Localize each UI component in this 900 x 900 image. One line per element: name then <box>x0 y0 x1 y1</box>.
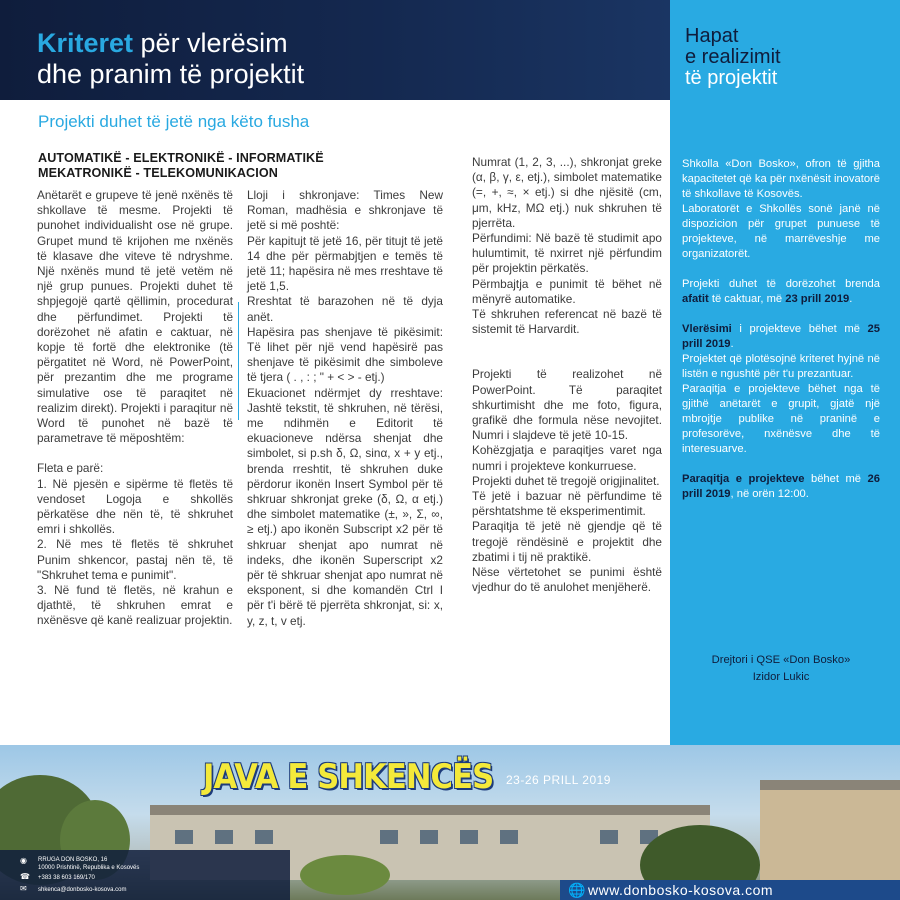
phone-number: +383 38 603 169/170 <box>38 875 95 881</box>
sidebar-paragraph: Projektet që plotësojnë kriteret hyjnë në listën e ngushtë për t'u prezantuar. <box>682 353 880 380</box>
email-address[interactable]: shkenca@donbosko-kosova.com <box>38 887 127 893</box>
page-title <box>37 28 304 90</box>
page-title-accent: Kriteret <box>37 28 134 58</box>
globe-icon: 🌐 <box>568 882 586 898</box>
sidebar-paragraph: Paraqitja e projekteve bëhet nga të gjithë anëtarët e grupit, gjatë një mbrojtje publike në praninë e profesorëve, nxënësve dhe të interesuarve. <box>682 383 880 455</box>
banner-dates: 23-26 PRILL 2019 <box>506 773 611 787</box>
sidebar-evaluation-paragraph <box>682 322 880 352</box>
banner-title: JAVA E SHKENCËS <box>203 757 494 797</box>
sidebar-paragraph: Laboratorët e Shkollës sonë janë në dispozicion për grupet punuese të projekteve, në marrëveshje me organizatorët. <box>682 203 880 260</box>
window-graphic <box>420 830 438 844</box>
text-span: . <box>849 293 853 305</box>
sidebar-paragraph: Shkolla «Don Bosko», ofron të gjitha kapacitetet që ka për nxënësit inovatorë të shkollave të Kosovës. <box>682 158 880 200</box>
paragraph: 3. Në fund të fletës, në krahun e djathtë, të shkruhen emrat e nxënësve që kanë realizuar projektin. <box>37 583 233 628</box>
website-link[interactable]: www.donbosko-kosova.com <box>588 882 774 898</box>
email-icon: ✉ <box>20 884 27 893</box>
sidebar-title <box>685 26 781 89</box>
paragraph: Anëtarët e grupeve të jenë nxënës të shkollave të mesme. Projekti të punohet individualisht ose në grupe. Grupet mund të krijohen me nxënës të klasave dhe viteve të ndryshme. Një nxënës mund të jetë vetëm në një grup punues. Projekti duhet të shpjegojë qartë qëllimin, procedurat dhe përfundimet. Projekti të dorëzohet në afatin e caktuar, në kopje të fortë dhe elektronike (të përgatitet në Word, në PowerPoint, për prezantim dhe me programe simulative ose të paraqitet në realizim direkt). Projekti i paraqitur në Word të punohet në bazë të parametrave të mëposhtëm: <box>37 188 233 446</box>
highlight: afatit <box>682 293 709 305</box>
fields-line: MEKATRONIKË - TELEKOMUNIKACION <box>38 166 278 180</box>
signature-block <box>682 652 880 686</box>
text-column-2 <box>247 188 443 629</box>
signature-name: Izidor Lukic <box>752 671 810 683</box>
sidebar-title-line1: Hapat <box>685 25 739 47</box>
building-graphic <box>760 790 900 880</box>
paragraph: Rreshtat të barazohen në të dyja anët. <box>247 294 443 324</box>
text-span: bëhet më <box>804 473 868 485</box>
sidebar-title-line2: e realizimit <box>685 46 781 68</box>
highlight: 26 prill 2019 <box>682 473 880 500</box>
paragraph: Për kapitujt të jetë 16, për titujt të jetë 14 dhe për përmabjtjen e temës të jetë 11; hapësira në mes rreshtave të jetë 1,5. <box>247 233 443 294</box>
page-title-line2: dhe pranim të projektit <box>37 59 305 89</box>
highlight: Vlerësimi <box>682 323 732 335</box>
roof-graphic <box>760 780 900 790</box>
paragraph: Kohëzgjatja e paraqitjes varet nga numri i projekteve konkurruese. <box>472 443 662 473</box>
roof-graphic <box>150 805 710 815</box>
website-bar <box>560 880 900 900</box>
paragraph: Përmbajtja e punimit të bëhet në mënyrë automatike. <box>472 276 662 306</box>
text-span: të caktuar, më <box>708 293 786 305</box>
tree-graphic <box>300 855 390 895</box>
paragraph: Hapësira pas shenjave të pikësimit: Të lihet për një vend hapësirë pas shenjave të pikësimit dhe simboleve të tjera ( . , : ; " + < > - etj.) <box>247 324 443 385</box>
location-pin-icon: ◉ <box>20 856 27 865</box>
paragraph: Paraqitja të jetë në gjendje që të tregojë rëndësinë e projektit dhe zbatimi i tij në praktikë. <box>472 519 662 564</box>
highlight: 23 prill 2019 <box>785 293 850 305</box>
sidebar-title-line3: të projektit <box>685 67 778 89</box>
paragraph: Projekti duhet të tregojë origjinalitet. <box>472 473 660 488</box>
paragraph: 1. Në pjesën e sipërme të fletës të vendoset Logoja e shkollës përkatëse dhe nën të, të shkruhet emri i shkollës. <box>37 476 233 537</box>
sidebar-body <box>682 157 880 502</box>
sidebar-panel <box>670 0 900 745</box>
paragraph: Nëse vërtetohet se punimi është vjedhur do të anulohet menjëherë. <box>472 565 662 595</box>
text-span: , në orën 12:00. <box>730 488 809 500</box>
window-graphic <box>600 830 618 844</box>
fields-list <box>38 151 458 181</box>
window-graphic <box>175 830 193 844</box>
signature-title: Drejtori i QSE «Don Bosko» <box>711 654 851 666</box>
window-graphic <box>500 830 518 844</box>
footer-banner <box>0 745 900 900</box>
fields-line: AUTOMATIKË - ELEKTRONIKË - INFORMATIKË <box>38 151 324 165</box>
section-heading: Projekti duhet të jetë nga këto fusha <box>38 112 310 131</box>
highlight: Paraqitja e projekteve <box>682 473 805 485</box>
address-line-2: 10000 Prishtinë, Republika e Kosovës <box>38 865 140 871</box>
highlight: 25 prill 2019 <box>682 323 880 350</box>
sidebar-presentation-paragraph <box>682 472 880 502</box>
paragraph: Fleta e parë: <box>37 461 104 476</box>
window-graphic <box>215 830 233 844</box>
contact-box <box>0 850 290 900</box>
window-graphic <box>380 830 398 844</box>
paragraph: 2. Në mes të fletës të shkruhet Punim shkencor, pastaj nën të, të "Shkruhet tema e punimit". <box>37 537 233 582</box>
sidebar-deadline-paragraph <box>682 277 880 307</box>
window-graphic <box>460 830 478 844</box>
paragraph: Përfundimi: Në bazë të studimit apo hulumtimit, të nxirret një përfundim për projektin përkatës. <box>472 231 662 276</box>
header-bar <box>0 0 670 100</box>
paragraph: Të shkruhen referencat në bazë të sistemit të Harvardit. <box>472 307 662 337</box>
paragraph: Projekti të realizohet në PowerPoint. Të paraqitet shkurtimisht dhe me foto, figura, grafikë dhe formula nëse nevojitet. Numri i slajdeve të jetë 10-15. <box>472 367 662 443</box>
window-graphic <box>255 830 273 844</box>
paragraph: Të jetë i bazuar në përfundime të përshtatshme të eksperimentimit. <box>472 489 662 519</box>
page-title-line1: për vlerësim <box>133 28 288 58</box>
text-span: Projekti duhet të dorëzohet brenda <box>682 278 880 290</box>
text-span: i projekteve bëhet më <box>731 323 868 335</box>
text-span: . <box>730 338 734 350</box>
phone-icon: ☎ <box>20 872 30 881</box>
column-divider <box>238 302 239 420</box>
text-column-1 <box>37 188 233 629</box>
text-column-3 <box>472 155 662 595</box>
paragraph: Numrat (1, 2, 3, ...), shkronjat greke (α, β, γ, ε, etj.), simbolet matematike (=, +, ≈, × etj.) si dhe njësitë (cm, μm, kHz, MΩ etj.) nuk shkruhen të pjerrëta. <box>472 155 662 230</box>
paragraph: Lloji i shkronjave: Times New Roman, madhësia e shkronjave të jetë si më poshtë: <box>247 188 443 233</box>
address-line-1: RRUGA DON BOSKO, 16 <box>38 857 108 863</box>
paragraph: Ekuacionet ndërmjet dy rreshtave: Jashtë tekstit, të shkruhen, në tërësi, me ndihmën e Editorit të ekuacioneve ndërsa shenjat dhe simbolet, si p.sh δ, Ω, sinα, x + y etj., brenda rreshtit, të shkruhen duke përdorur ikonën Insert Symbol për të shkruar shkronjat greke (δ, Ω, α etj.) dhe simbolet matematike (±, », Σ, ∞, ≥ etj.) apo ikonën Subscript x2 për të shkruar shenjat apo numrat në indeks, dhe ikonën Superscript x2 për të shkruar shenjat apo numrat në eksponent, si dhe komandën Ctrl I për t'i bërë të pjerrëta shkronjat, si: x, y, z, t, v etj. <box>247 385 443 628</box>
